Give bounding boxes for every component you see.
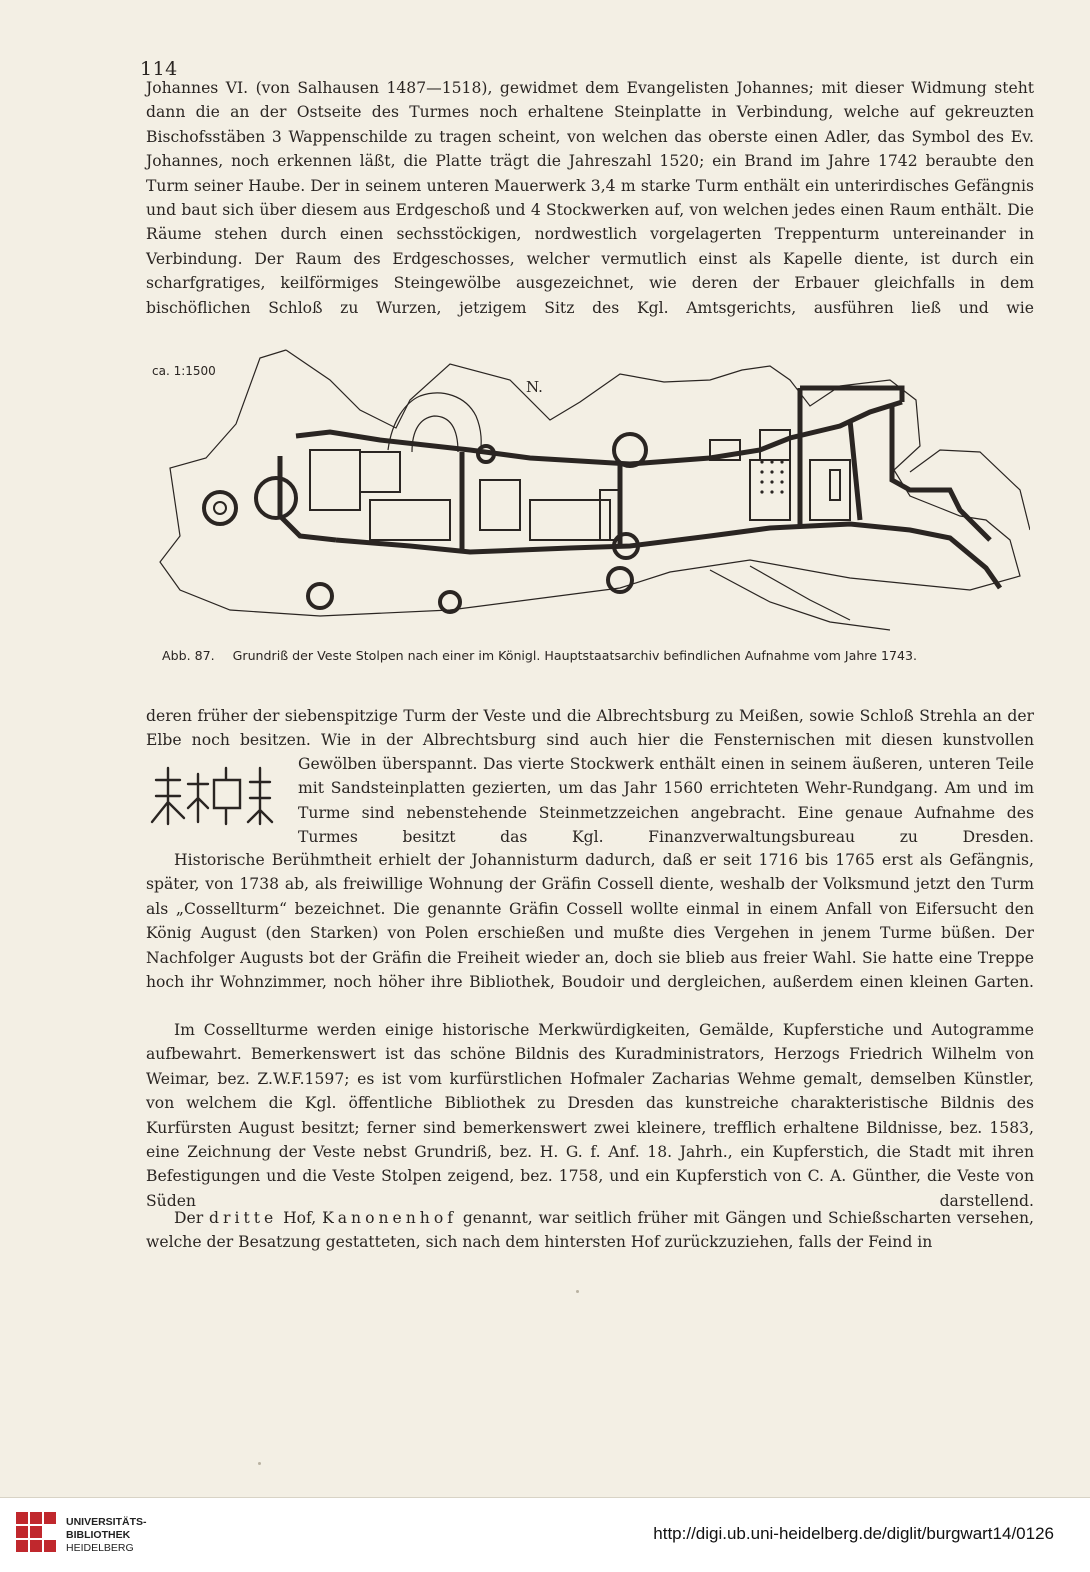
paragraph-6-start: Der [174,1209,204,1227]
paper-speck [258,1462,261,1465]
plan-west-tower [256,478,296,518]
floor-plan-figure [150,340,1030,642]
page-number: 114 [140,58,178,80]
figure-caption-text: Grundriß der Veste Stolpen nach einer im Königl. Hauptstaatsarchiv befindlichen Aufnahme vom Jahre 1743. [232,648,918,663]
stonemason-marks-image [148,762,276,830]
figure-caption [162,648,1022,663]
viewer-footer [0,1497,1090,1572]
paper-speck [576,1290,579,1293]
paragraph-6 [146,1206,1034,1258]
plan-dotted-courtyard [760,460,783,493]
plan-johannis-tower [614,434,646,466]
figure-scale: ca. 1:1500 [152,364,216,378]
paragraph-5 [146,1018,1034,1210]
figure-number: Abb. 87. [162,648,215,663]
paragraph-3: Gewölben überspannt. Das vierte Stockwerk enthält einen in seinem äußeren, unteren Teile mit Sandsteinplatten gezierten, um das Jahr 1560 errichteten Wehr-Rundgang. Am und im Turme sind nebenstehende Steinmetzzeichen angebracht. Eine genaue Aufnahme des Turmes besitzt das Kgl. Finanzverwaltungsbureau zu Dresden. [298,755,1034,847]
university-library-logo[interactable] [14,1508,58,1564]
paragraph-2: deren früher der siebenspitzige Turm der Veste und die Albrechtsburg zu Meißen, sowie Schloß Strehla an der Elbe noch besitzen. Wie in der Albrechtsburg sind auch hier die Fensternischen mit diesen kunstvollen [146,707,1034,750]
paragraph-6-end: genannt, war seitlich früher mit Gängen und Schießscharten versehen, welche der Besatzung gestatteten, sich nach dem hintersten Hof zurückzuziehen, falls der Feind in [146,1209,1034,1252]
plan-main-wall [296,402,902,464]
library-name[interactable] [66,1516,147,1555]
paragraph-4 [146,848,1034,1018]
north-label: N. [526,378,543,396]
paragraph-4-text: Historische Berühmtheit erhielt der Johannisturm dadurch, daß er seit 1716 bis 1765 erst als Gefängnis, später, von 1738 ab, als freiwillige Wohnung der Gräfin Cossell diente, weshalb der Volksmund jetzt den Turm als „Cossellturm“ bezeichnet. Die genannte Gräfin Cossell wollte einmal in einem Anfall von Eifersucht den König August (den Starken) von Polen erschießen und mußte dies Vergehen in jenem Turme büßen. Der Nachfolger Augusts bot der Gräfin die Freiheit wieder an, doch sie blieb aus freier Wahl. Sie hatte eine Treppe hoch ihr Wohnzimmer, noch höher ihre Bibliothek, Boudoir und dergleichen, außerdem einen kleinen Garten. [146,851,1034,992]
library-name-line-2: BIBLIOTHEK [66,1529,131,1541]
library-name-line-1: UNIVERSITÄTS- [66,1516,147,1528]
paragraph-6-spaced-name: Kanonenhof [322,1209,457,1227]
library-name-line-3: HEIDELBERG [66,1542,134,1554]
paragraph-6-mid: Hof, [283,1209,317,1227]
permalink-url[interactable]: http://digi.ub.uni-heidelberg.de/diglit/burgwart14/0126 [653,1524,1054,1543]
paragraph-1: Johannes VI. (von Salhausen 1487—1518), gewidmet dem Evangelisten Johannes; mit dieser Widmung steht dann die an der Ostseite des Turmes noch erhaltene Steinplatte in Verbindung, welche auf gekreuzten Bischofsstäben 3 Wappenschilde zu tragen scheint, von welchen das oberste einen Adler, das Symbol des Ev. Johannes, noch erkennen läßt, die Platte trägt die Jahreszahl 1520; ein Brand im Jahre 1742 beraubte den Turm seiner Haube. Der in seinem unteren Mauerwerk 3,4 m starke Turm enthält ein unterirdisches Gefängnis und baut sich über diesem aus Erdgeschoß und 4 Stockwerken auf, von welchen jedes einen Raum enthält. Die Räume stehen durch einen sechsstöckigen, nordwestlich vorgelagerten Treppenturm untereinander in Verbindung. Der Raum des Erdgeschosses, welcher vermutlich einst als Kapelle diente, ist durch ein scharfgratiges, keilförmiges Steingewölbe ausgezeichnet, wie deren der Erbauer gleichfalls in dem bischöflichen Schloß zu Wurzen, jetzigem Sitz des Kgl. Amtsgerichts, ausführen ließ und wie [146,79,1034,317]
paragraph-5-text: Im Cossellturme werden einige historische Merkwürdigkeiten, Gemälde, Kupferstiche und Autogramme aufbewahrt. Bemerkenswert ist das schöne Bildnis des Kuradministrators, Herzogs Friedrich Wilhelm von Weimar, bez. Z.W.F.1597; es ist vom kurfürstlichen Hofmaler Zacharias Wehme gemalt, demselben Künstler, von welchem die Kgl. öffentliche Bibliothek zu Dresden das kunstreiche charakteristische Bildnis des Kurfürsten August besitzt; ferner sind bemerkenswert zwei kleinere, trefflich erhaltene Bildnisse, bez. 1583, eine Zeichnung der Veste nebst Grundriß, bez. H. G. f. Anf. 18. Jahrh., ein Kupferstich, die Stadt mit ihren Befestigungen und die Veste Stolpen zeigend, bez. 1758, und ein Kupferstich von C. A. Günther, die Veste von Süden darstellend. [146,1021,1034,1210]
paragraph-6-spaced-word: dritte [209,1209,278,1227]
